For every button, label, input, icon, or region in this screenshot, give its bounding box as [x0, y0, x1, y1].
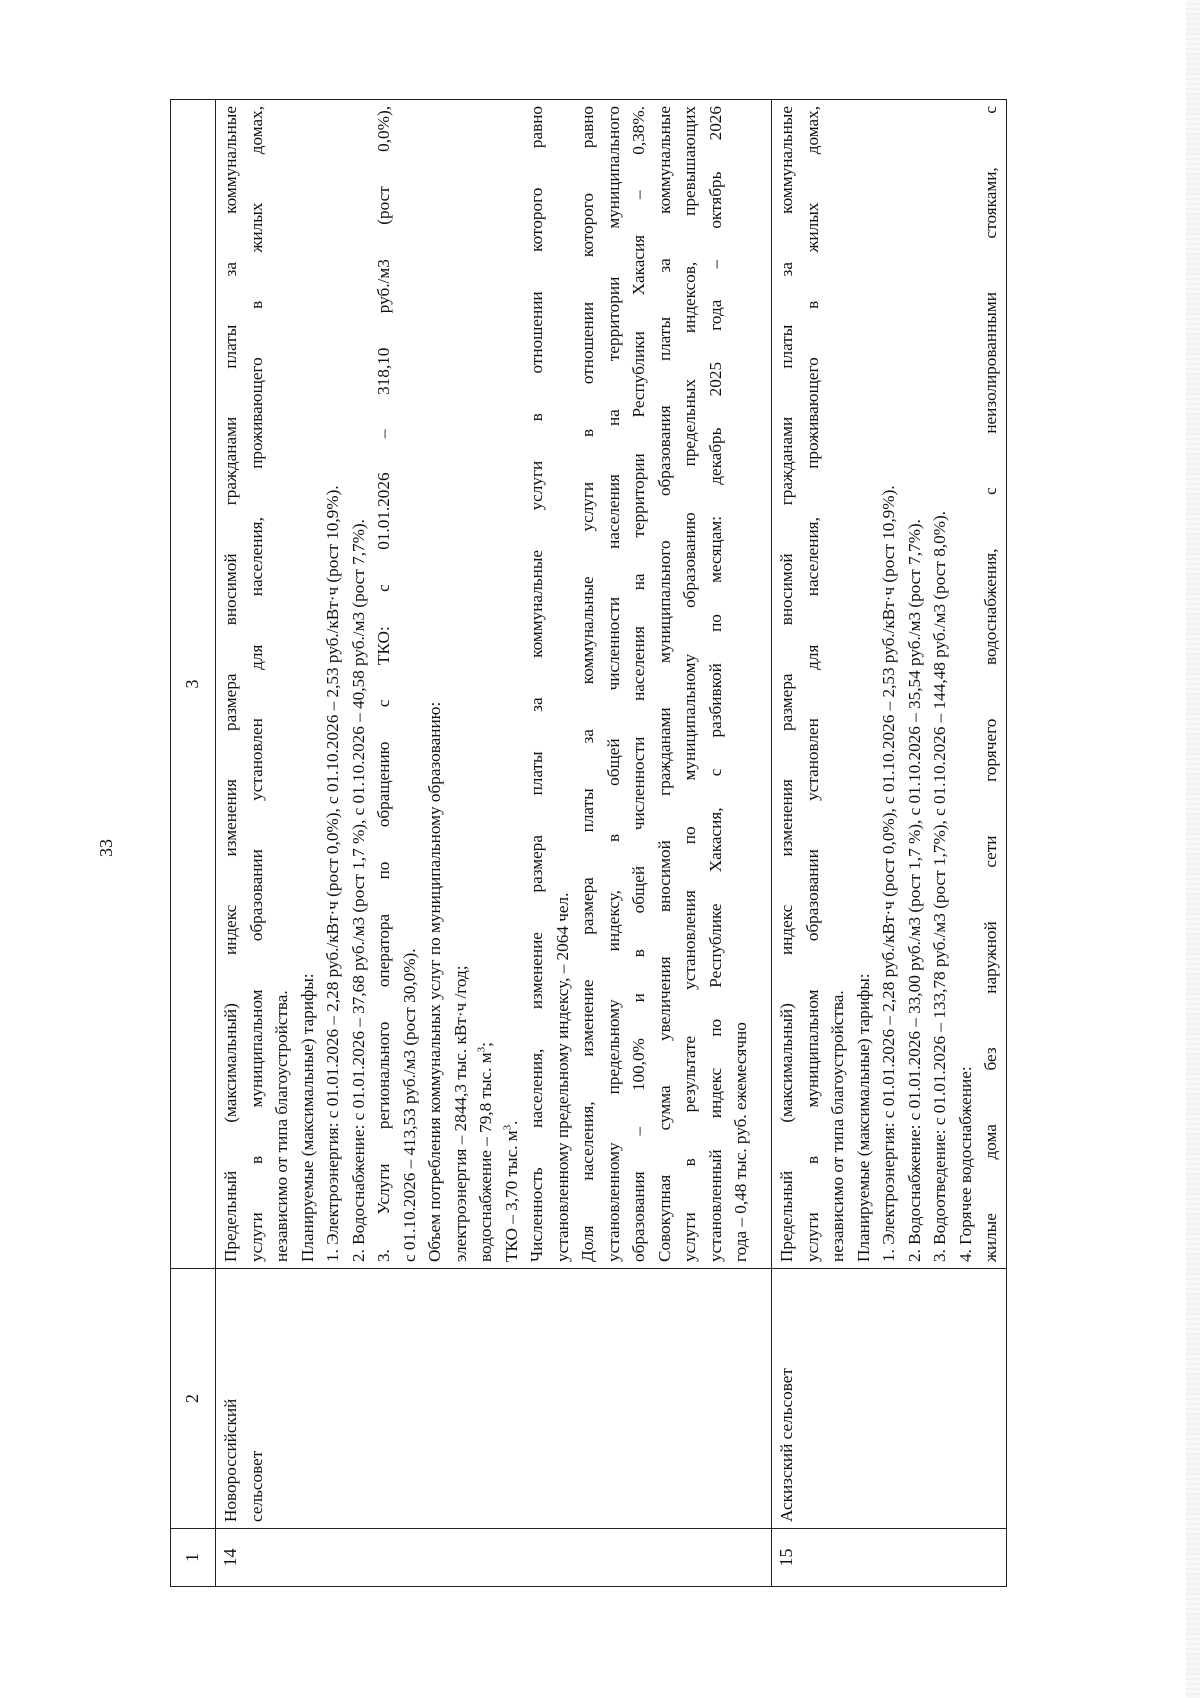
text-line: электроэнергия – 2844,3 тыс. кВт·ч /год; [450, 965, 470, 1262]
text-fragment: ТКО – 3,70 тыс. м [501, 1130, 521, 1262]
text-line: года – 0,48 тыс. руб. ежемесячно [731, 1022, 750, 1262]
row-number: 14 [216, 1529, 772, 1587]
name-line: Аскизский сельсовет [777, 1368, 796, 1522]
name-line: Новороссийский [221, 1398, 240, 1522]
page-number: 33 [96, 839, 116, 857]
text-line: независимо от типа благоустройства. [828, 990, 847, 1262]
row-description [216, 100, 772, 1269]
text-line [499, 106, 525, 1262]
header-col-2: 2 [171, 1269, 216, 1529]
text-line: 2. Водоснабжение: с 01.01.2026 – 37,68 руб./м3 (рост 1,7 %), с 01.10.2026 – 40,58 руб./м3 (рост 7,7%). [348, 519, 368, 1262]
text-line: 1. Электроэнергия: с 01.01.2026 – 2,28 руб./кВт·ч (рост 0,0%), с 01.10.2026 – 2,53 руб./кВт·ч (рост 10,9%). [879, 485, 898, 1262]
text-line: установленному предельному индексу, – 2064 чел. [552, 892, 572, 1262]
table-row [772, 100, 1007, 1587]
text-line: образования – 100,0% и в общей численности населения на территории Республики Хакасия – 0,38%. [629, 106, 648, 1262]
text-line: установленный индекс по Республике Хакасия, с разбивкой по месяцам: декабрь 2025 года – октябрь 2026 [705, 106, 725, 1262]
row-number: 15 [772, 1529, 1007, 1587]
text-line: 1. Электроэнергия: с 01.01.2026 – 2,28 руб./кВт·ч (рост 0,0%), с 01.10.2026 – 2,53 руб./кВт·ч (рост 10,9%). [323, 485, 342, 1262]
text-line: услуги в муниципальном образовании установлен для населения, проживающего в жилых домах, [802, 106, 822, 1262]
name-line: сельсовет [246, 1450, 266, 1522]
row-description [772, 100, 1007, 1269]
text-line: Предельный (максимальный) индекс изменения размера вносимой гражданами платы за коммунальные [221, 106, 240, 1262]
text-line: Планируемые (максимальные) тарифы: [853, 973, 873, 1262]
table-row [216, 100, 772, 1587]
text-line: Численность населения, изменение размера платы за коммунальные услуги в отношении которого равно [527, 106, 546, 1262]
text-line: услуги в муниципальном образовании установлен для населения, проживающего в жилых домах, [246, 106, 266, 1262]
text-fragment: . [501, 1120, 521, 1125]
text-line: 3. Услуги регионального оператора по обращению с ТКО: с 01.01.2026 – 318,10 руб./м3 (рост 0,0%), [374, 106, 393, 1262]
text-line: 3. Водоотведение: с 01.01.2026 – 133,78 руб./м3 (рост 1,7%), с 01.10.2026 – 144,48 руб./м3 (рост 8,0%). [930, 510, 949, 1262]
rotated-table-container [170, 99, 1080, 1587]
superscript: 3 [500, 1124, 513, 1131]
tariff-table [170, 99, 1007, 1587]
text-line: с 01.10.2026 – 413,53 руб./м3 (рост 30,0%). [399, 948, 419, 1262]
municipality-name [216, 1269, 772, 1529]
scan-edge-artifact [1186, 0, 1200, 1698]
text-line: Объем потребления коммунальных услуг по муниципальному образованию: [425, 701, 444, 1262]
text-line: жилые дома без наружной сети горячего водоснабжения, с неизолированными стояками, с [981, 106, 1000, 1262]
text-fragment: водоснабжение – 79,8 тыс. м [476, 1052, 495, 1262]
text-line: Предельный (максимальный) индекс изменения размера вносимой гражданами платы за коммунальные [777, 106, 796, 1262]
text-line: 4. Горячее водоснабжение: [955, 1066, 975, 1262]
text-line: Планируемые (максимальные) тарифы: [297, 973, 317, 1262]
text-line [473, 106, 499, 1262]
text-fragment: ; [476, 1042, 495, 1047]
text-line: независимо от типа благоустройства. [272, 990, 291, 1262]
header-col-3: 3 [171, 100, 216, 1269]
table-header-row [171, 100, 216, 1587]
text-line: 2. Водоснабжение: с 01.01.2026 – 33,00 руб./м3 (рост 1,7 %), с 01.10.2026 – 35,54 руб./м3 (рост 7,7%). [904, 519, 924, 1262]
municipality-name [772, 1269, 1007, 1529]
text-line: установленному предельному индексу, в общей численности населения на территории муниципального [603, 106, 623, 1262]
text-line: Доля населения, изменение размера платы за коммунальные услуги в отношении которого равно [578, 106, 597, 1262]
superscript: 3 [475, 1046, 488, 1053]
header-col-1: 1 [171, 1529, 216, 1587]
text-line: услуги в результате установления по муниципальному образованию предельных индексов, превышающих [680, 106, 699, 1262]
text-line: Совокупная сумма увеличения вносимой гражданами муниципального образования платы за коммунальные [654, 106, 674, 1262]
